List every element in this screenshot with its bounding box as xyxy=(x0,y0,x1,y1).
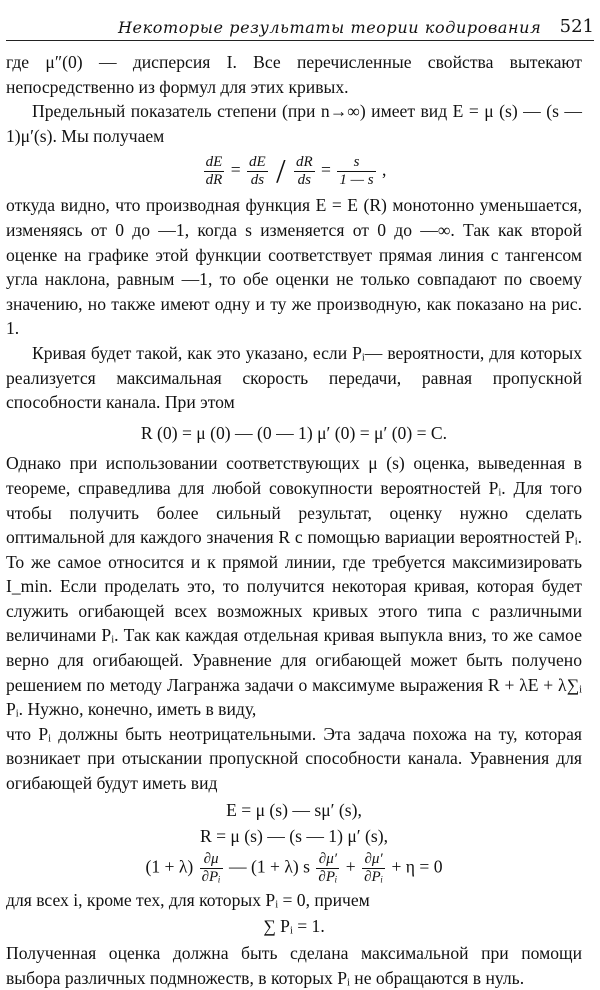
formula-envelope-e: E = μ (s) — sμ′ (s), xyxy=(226,799,362,820)
paragraph-5: Однако при использовании соответствующих μ (s) оценка, выведенная в теореме, справедлива для любой совокупности вероятностей Pᵢ. Для того чтобы получить более сильный результат, оценку нужно сделать оптимальной для каждого значения R с помощью вариации вероятностей Pᵢ. То же самое относится и к прямой линии, где требуется максимизировать I_min. Если проделать это, то получится некоторая кривая, которая будет служить огибающей всех возможных кривых этого типа с различными величинами Pᵢ. Так как каждая отдельная кривая выпукла вниз, то же самое верно для огибающей. Уравнение для огибающей может быть получено решением по методу Лагранжа задачи о максимуме выражения R + λE + λ∑ᵢ Pᵢ. Нужно, конечно, иметь в виду, xyxy=(6,453,582,720)
formula-derivative: $\frac{dE}{dR}$ = $\frac{dE}{ds}$ / $\frac{dR}{ds}$ = $\frac{s}{1 — s}$ , xyxy=(205,152,387,190)
division-slash: / xyxy=(276,152,286,190)
paragraph-2: Предельный показатель степени (при n→∞) имеет вид E = μ (s) — (s — 1)μ′(s). Мы получаем xyxy=(6,101,582,146)
formula-envelope-r: R = μ (s) — (s — 1) μ′ (s), xyxy=(199,826,389,847)
paragraph-3: откуда видно, что производная функция E = E (R) монотонно уменьшается, изменяясь от 0 до —1, когда s изменяется от 0 до —∞. Так как второй оценке на графике этой функции соответствует прямая линия с тангенсом угла наклона, равным —1, то обе оценки не только совпадают по своему значению, но также имеют одну и ту же производную, как показано на рис. 1. xyxy=(6,195,582,339)
paragraph-1: где μ″(0) — дисперсия I. Все перечисленные свойства вытекают непосредственно из формул для этих кривых. xyxy=(6,52,582,97)
fraction-dmu-dp: $\frac{\partial\mu}{\text{∂Pᵢ}}$ xyxy=(201,850,221,885)
page-body xyxy=(6,50,582,990)
paragraph-8: Полученная оценка должна быть сделана максимальной при помощи выбора различных подмножеств, в которых Pᵢ не обращаются в нуль. xyxy=(6,943,582,988)
fraction-dmuprime-dp-1: $\frac{\partial\mu'}{\text{∂Pᵢ}}$ xyxy=(318,850,338,885)
fraction-dmuprime-dp-2: $\frac{\partial\mu'}{\text{∂Pᵢ}}$ xyxy=(364,850,384,885)
formula-envelope-lagrange: (1 + λ) $\frac{\partial\mu}{\text{∂Pᵢ}}$ — (1 + λ) s $\frac{\partial\mu'}{\text{∂Pᵢ}}$ + $\frac{\partial\mu'}{\text{∂Pᵢ}}$ + η = 0 xyxy=(145,850,443,885)
formula-r0: R (0) = μ (0) — (0 — 1) μ′ (0) = μ′ (0) = C. xyxy=(140,422,448,443)
fraction-de-ds: $\frac{dE}{ds}$ xyxy=(249,154,266,189)
paragraph-4: Кривая будет такой, как это указано, если Pᵢ— вероятности, для которых реализуется максимальная скорость передачи, равная пропускной способности канала. При этом xyxy=(6,342,582,413)
page-number: 521 xyxy=(559,16,594,37)
fraction-s: $\frac{s}{1 — s}$ xyxy=(339,154,374,189)
paragraph-6: что Pᵢ должны быть неотрицательными. Эта задача похожа на ту, которая возникает при отыскании пропускной способности канала. Уравнения для огибающей будут иметь вид xyxy=(6,723,582,794)
formula-sum-p: ∑ Pᵢ = 1. xyxy=(263,916,325,937)
running-title: Некоторые результаты теории кодирования xyxy=(118,18,542,37)
fraction-dr-ds: $\frac{dR}{ds}$ xyxy=(295,154,313,189)
paragraph-7: для всех i, кроме тех, для которых Pᵢ = 0, причем xyxy=(6,889,370,910)
page-header xyxy=(6,8,594,41)
fraction-de-dr: $\frac{dE}{dR}$ xyxy=(205,154,223,189)
